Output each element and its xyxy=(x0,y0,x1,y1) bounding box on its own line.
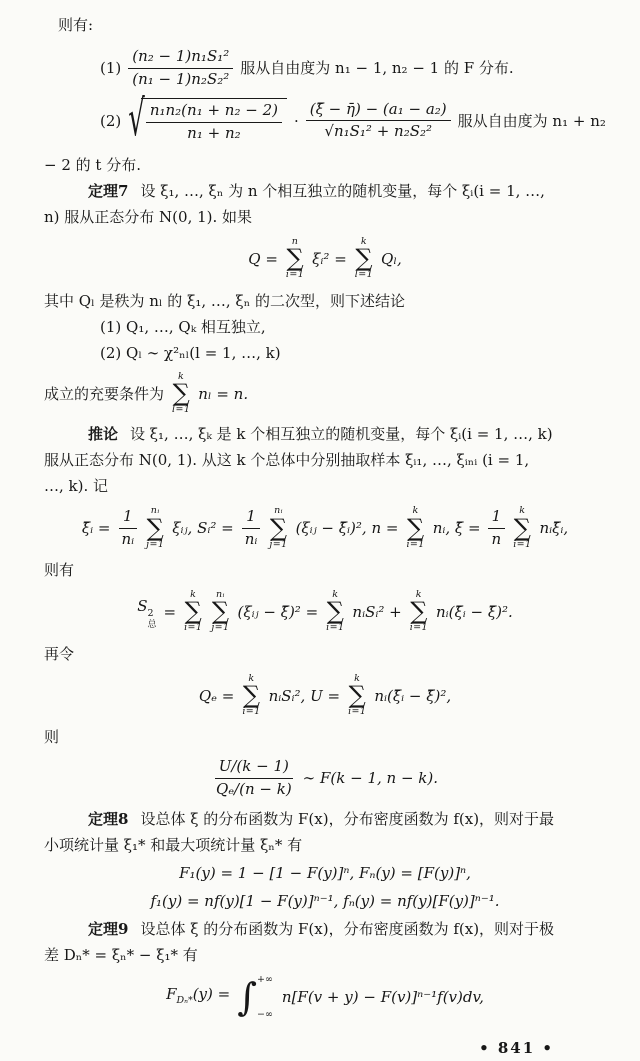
sigma-icon: ∑ xyxy=(269,513,288,542)
denominator: nᵢ xyxy=(121,529,135,548)
theorem7-line3: 其中 Qₗ 是秩为 nₗ 的 ξ₁, …, ξₙ 的二次型，则下述结论 xyxy=(44,291,405,310)
sum-upper-limit: nᵢ xyxy=(150,505,160,517)
again-let-line: 再令 xyxy=(44,644,75,663)
sum-lower-limit: l=1 xyxy=(354,269,374,281)
theorem8-line2: 小项统计量 ξ₁* 和最大项统计量 ξₙ* 有 xyxy=(44,836,303,855)
theorem7-conclusion2: (2) Qₗ ∼ χ²ₙₗ(l = 1, …, k) xyxy=(100,343,281,362)
sum-operator xyxy=(410,590,428,634)
item-2-numerator: (ξ̄ − η̄) − (a₁ − a₂) xyxy=(306,100,451,122)
sum-lower-limit: j=1 xyxy=(211,622,230,634)
corollary-paragraph xyxy=(44,421,606,447)
sum-operator xyxy=(211,590,229,634)
sigma-icon: ∑ xyxy=(184,597,202,626)
f-subscript: Dₙ* xyxy=(176,994,193,1006)
theorem8-heading: 定理8 xyxy=(88,810,129,829)
integral-upper-limit: +∞ xyxy=(257,974,273,986)
sum-operator xyxy=(355,237,373,281)
radical-sign: √ xyxy=(128,90,145,148)
sum-operator xyxy=(172,372,190,416)
item-1-row xyxy=(100,47,606,89)
sigma-icon: ∑ xyxy=(242,681,260,710)
item-2-denominator: √n₁S₁² + n₂S₂² xyxy=(324,122,433,140)
f-ratio-fraction xyxy=(212,757,296,799)
item-1-text: 服从自由度为 n₁ − 1, n₂ − 1 的 F 分布. xyxy=(240,59,514,77)
sum-upper-limit: n xyxy=(291,236,299,247)
numerator: 1 xyxy=(488,507,506,529)
corollary-line1: 设 ξ₁, …, ξₖ 是 k 个相互独立的随机变量，每个 ξᵢ(i = 1, …, k) xyxy=(130,425,553,444)
sigma-icon: ∑ xyxy=(355,244,373,273)
radicand xyxy=(141,98,287,143)
sum-lower-limit: i=1 xyxy=(326,622,345,634)
sum-lower-limit: i=1 xyxy=(348,705,367,717)
item-1-label: (1) xyxy=(100,59,122,77)
sum-lower-limit: j=1 xyxy=(146,538,165,550)
qe-u-formula xyxy=(44,674,606,718)
f-ratio-tail: ∼ F(k − 1, n − k). xyxy=(302,769,439,788)
intro-line: 则有: xyxy=(58,16,94,34)
item-1-numerator: (n₂ − 1)n₁S₁² xyxy=(128,47,233,69)
sum-upper-limit: k xyxy=(248,672,255,684)
integral-sign-icon: ∫ xyxy=(237,975,258,1020)
fraction xyxy=(488,507,506,549)
sum-operator xyxy=(146,506,164,550)
sigma-icon: ∑ xyxy=(211,597,229,626)
sum-upper-limit: k xyxy=(190,589,197,601)
sum-operator xyxy=(513,506,531,550)
item-2-row xyxy=(100,90,606,148)
equals-sign: = xyxy=(163,602,177,621)
theorem8-formula2: f₁(y) = nf(y)[1 − F(y)]ⁿ⁻¹, fₙ(y) = nf(y)[F(y)]ⁿ⁻¹. xyxy=(150,892,500,911)
denominator: n xyxy=(491,529,502,548)
corollary-line2: 服从正态分布 N(0, 1). 从这 k 个总体中分别抽取样本 ξᵢ₁, …, ξᵢₙᵢ (i = 1, xyxy=(44,451,530,470)
def-p1: ξ̄ᵢ = xyxy=(81,519,111,538)
corollary-line3: …, k). 记 xyxy=(44,477,109,496)
sigma-icon: ∑ xyxy=(286,244,304,273)
qu-p2: nᵢSᵢ², U = xyxy=(268,686,341,705)
numerator: U/(k − 1) xyxy=(215,757,293,779)
def-p3: (ξᵢⱼ − ξ̄ᵢ)², n = xyxy=(295,519,399,538)
theorem8-paragraph xyxy=(44,806,606,832)
total-p1: (ξᵢⱼ − ξ̄)² = xyxy=(237,602,319,621)
corollary-definitions-formula xyxy=(44,506,606,550)
range-body: n[F(v + y) − F(v)]ⁿ⁻¹f(v)dv, xyxy=(281,988,484,1007)
sigma-icon: ∑ xyxy=(348,681,366,710)
denominator: nᵢ xyxy=(244,529,258,548)
theorem9-paragraph xyxy=(44,916,606,942)
item-2-text-continued: − 2 的 t 分布. xyxy=(44,156,141,174)
then-have-line: 则有 xyxy=(44,561,75,580)
item-2-sqrt-fraction xyxy=(146,101,282,143)
item-1-fraction xyxy=(128,47,233,89)
sum-upper-limit: k xyxy=(415,589,422,601)
theorem7-display-formula xyxy=(44,237,606,281)
sum-upper-limit: k xyxy=(412,505,419,517)
s-supsub xyxy=(147,609,156,630)
denominator: Qₑ/(n − k) xyxy=(215,779,292,798)
sum-operator xyxy=(326,590,344,634)
middle-dot: · xyxy=(293,111,299,130)
then-line: 则 xyxy=(44,728,60,747)
sum-operator xyxy=(406,506,424,550)
total-p3: nᵢ(ξ̄ᵢ − ξ̄)². xyxy=(435,602,513,621)
fraction xyxy=(117,507,138,549)
condition-post-text: nₗ = n. xyxy=(198,384,249,403)
sum-operator xyxy=(286,237,304,281)
f-ratio-formula xyxy=(44,757,606,799)
s-total-symbol xyxy=(137,593,156,630)
integral-limits xyxy=(257,975,273,1019)
item-2-sqrt-denominator: n₁ + n₂ xyxy=(187,123,241,142)
total-sum-of-squares-formula xyxy=(44,590,606,634)
sum-lower-limit: l=1 xyxy=(172,403,191,415)
s-superscript: 2 xyxy=(147,608,154,620)
integral-lower-limit: −∞ xyxy=(257,1008,273,1020)
integral-operator xyxy=(237,975,275,1019)
theorem9-line2: 差 Dₙ* = ξₙ* − ξ₁* 有 xyxy=(44,946,198,965)
sigma-icon: ∑ xyxy=(513,513,531,542)
def-p5: nᵢξ̄ᵢ, xyxy=(539,519,569,538)
item-2-sqrt-numerator: n₁n₂(n₁ + n₂ − 2) xyxy=(146,101,282,123)
sigma-icon: ∑ xyxy=(326,597,344,626)
sigma-icon: ∑ xyxy=(407,513,425,542)
theorem7-heading: 定理7 xyxy=(88,182,129,200)
total-p2: nᵢSᵢ² + xyxy=(352,602,402,621)
sum-operator xyxy=(348,674,366,718)
theorem7-line2: n) 服从正态分布 N(0, 1). 如果 xyxy=(44,208,253,226)
sum-upper-limit: nᵢ xyxy=(274,505,283,517)
theorem7-line1: 设 ξ₁, …, ξₙ 为 n 个相互独立的随机变量，每个 ξᵢ(i = 1, …, xyxy=(140,182,545,200)
qu-p1: Qₑ = xyxy=(198,686,235,705)
range-distribution-formula xyxy=(44,975,606,1019)
s-base: S xyxy=(137,597,148,616)
item-1-denominator: (n₁ − 1)n₂S₂² xyxy=(132,69,230,88)
sum-upper-limit: k xyxy=(332,589,339,601)
sum-lower-limit: i=1 xyxy=(513,538,532,550)
condition-pre-text: 成立的充要条件为 xyxy=(44,384,165,403)
sum-operator xyxy=(184,590,202,634)
page-number: • 841 • xyxy=(479,1039,554,1058)
sum-operator xyxy=(242,674,260,718)
corollary-heading: 推论 xyxy=(88,425,119,444)
sum-upper-limit: k xyxy=(178,370,185,382)
sum-lower-limit: i=1 xyxy=(285,269,305,281)
item-2-fraction xyxy=(306,100,451,142)
formula-q-lhs: Q = xyxy=(248,249,278,268)
sum-lower-limit: j=1 xyxy=(269,538,288,550)
numerator: 1 xyxy=(119,507,137,529)
theorem9-line1: 设总体 ξ 的分布函数为 F(x)，分布密度函数为 f(x)，则对于极 xyxy=(140,920,555,939)
item-2-label: (2) xyxy=(100,111,122,130)
range-p1: (y) = xyxy=(192,984,231,1003)
fraction xyxy=(241,507,262,549)
numerator: 1 xyxy=(242,507,260,529)
theorem9-heading: 定理9 xyxy=(88,920,129,939)
sum-lower-limit: i=1 xyxy=(242,705,261,717)
f-base: F xyxy=(166,984,177,1003)
item-2-sqrt xyxy=(128,90,287,148)
sigma-icon: ∑ xyxy=(410,597,428,626)
sum-upper-limit: nᵢ xyxy=(215,589,225,601)
theorem7-paragraph xyxy=(44,178,606,204)
theorem8-formula1: F₁(y) = 1 − [1 − F(y)]ⁿ, Fₙ(y) = [F(y)]ⁿ, xyxy=(179,864,471,883)
sum-upper-limit: k xyxy=(519,505,526,517)
sum-lower-limit: i=1 xyxy=(409,622,428,634)
sum-lower-limit: i=1 xyxy=(406,538,425,550)
def-p2: ξᵢⱼ, Sᵢ² = xyxy=(172,519,234,538)
item-2-text: 服从自由度为 n₁ + n₂ xyxy=(457,111,606,130)
qu-p3: nᵢ(ξ̄ᵢ − ξ̄)², xyxy=(374,686,452,705)
s-subscript: 总 xyxy=(147,620,157,631)
range-lhs xyxy=(166,981,230,1014)
sigma-icon: ∑ xyxy=(146,513,164,542)
formula-q-mid: ξᵢ² = xyxy=(312,249,347,268)
def-p4: nᵢ, ξ̄ = xyxy=(432,519,481,538)
sum-upper-limit: k xyxy=(360,236,367,247)
theorem7-conclusion1: (1) Q₁, …, Qₖ 相互独立, xyxy=(100,317,266,336)
formula-q-rhs: Qₗ, xyxy=(381,249,402,268)
theorem8-line1: 设总体 ξ 的分布函数为 F(x)，分布密度函数为 f(x)，则对于最 xyxy=(140,810,555,829)
sum-operator xyxy=(269,506,287,550)
sum-upper-limit: k xyxy=(354,672,361,684)
theorem7-condition-line xyxy=(44,372,606,416)
sigma-icon: ∑ xyxy=(172,379,190,408)
sum-lower-limit: i=1 xyxy=(184,622,203,634)
